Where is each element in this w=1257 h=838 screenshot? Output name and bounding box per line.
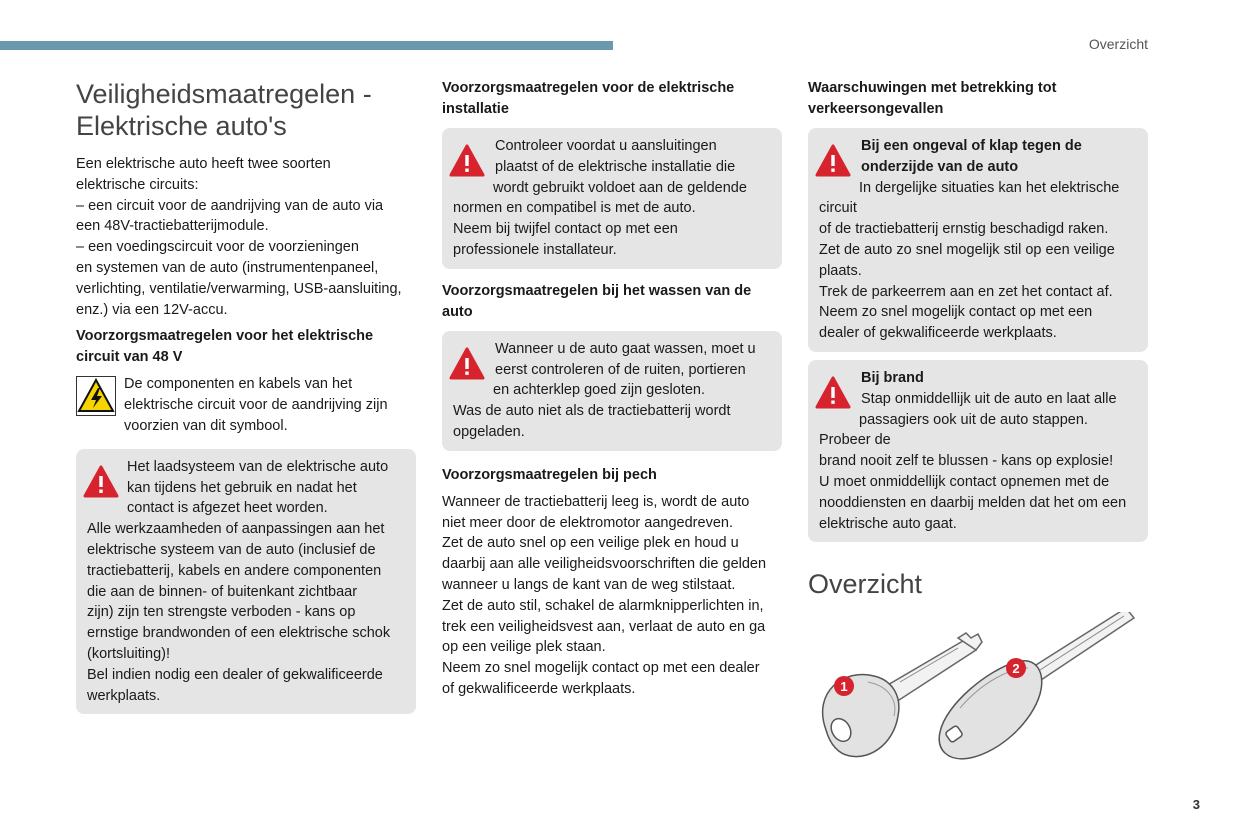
column-1 xyxy=(76,78,416,714)
breakdown-line: daarbij aan alle veiligheidsvoorschriften die gelden xyxy=(442,556,767,573)
intro-line: en systemen van de auto (instrumentenpaneel, xyxy=(76,259,379,276)
callout-2-label: 2 xyxy=(1012,661,1020,677)
key-2-icon xyxy=(939,612,1134,759)
warning-triangle-icon xyxy=(449,347,485,381)
warning-line: opgeladen. xyxy=(453,423,525,440)
column-2 xyxy=(442,78,782,700)
intro-line: enz.) via een 12V-accu. xyxy=(76,301,228,318)
warning-line: Stap onmiddellijk uit de auto en laat alle xyxy=(861,390,1117,407)
intro-paragraph xyxy=(76,154,416,320)
page-number: 3 xyxy=(1192,797,1200,812)
warning-line: U moet onmiddellijk contact opnemen met de xyxy=(819,473,1110,490)
warning-box-impact xyxy=(808,128,1148,352)
warning-line: Was de auto niet als de tractiebatterij wordt xyxy=(453,403,731,420)
page-title xyxy=(76,78,416,142)
intro-line: – een circuit voor de aandrijving van de auto via xyxy=(76,197,384,214)
section-label: Overzicht xyxy=(1088,36,1148,52)
intro-line: verlichting, ventilatie/verwarming, USB-aansluiting, xyxy=(76,280,402,297)
warning-line: zijn) zijn ten strengste verboden - kans op xyxy=(87,604,356,621)
warning-line: normen en compatibel is met de auto. xyxy=(453,200,696,217)
breakdown-line: Zet de auto stil, schakel de alarmknipperlichten in, xyxy=(442,597,764,614)
warning-box-fire xyxy=(808,360,1148,542)
intro-line: Een elektrische auto heeft twee soorten xyxy=(76,156,331,172)
warning-triangle-icon xyxy=(449,144,485,178)
symbol-text-line: De componenten en kabels van het xyxy=(124,376,353,393)
heading-48v-circuit: Voorzorgsmaatregelen voor het elektrische circuit van 48 V xyxy=(76,328,374,366)
intro-line: een 48V-tractiebatterijmodule. xyxy=(76,218,269,235)
warning-line: (kortsluiting)! xyxy=(87,645,170,662)
breakdown-line: op een veilige plek staan. xyxy=(442,639,606,656)
high-voltage-warning-icon xyxy=(76,376,116,416)
warning-line: passagiers ook uit de auto stappen. Probeer de xyxy=(819,411,1088,449)
overview-title: Overzicht xyxy=(808,569,923,600)
warning-title-line: Bij een ongeval of klap tegen de xyxy=(861,138,1082,154)
warning-line: Alle werkzaamheden of aanpassingen aan het xyxy=(87,521,385,538)
intro-line: elektrische circuits: xyxy=(76,176,199,193)
breakdown-line: Zet de auto snel op een veilige plek en houd u xyxy=(442,535,739,552)
warning-line: Zet de auto zo snel mogelijk stil op een veilige xyxy=(819,241,1115,258)
warning-line: plaatst of de elektrische installatie die xyxy=(495,158,736,175)
intro-line: – een voedingscircuit voor de voorzieningen xyxy=(76,239,359,256)
high-voltage-symbol-note xyxy=(76,374,416,436)
warning-title-line: onderzijde van de auto xyxy=(861,158,1019,175)
warning-line: wordt gebruikt voldoet aan de geldende xyxy=(493,179,747,196)
warning-triangle-icon xyxy=(815,376,851,410)
warning-box-charging-heat xyxy=(76,449,416,715)
breakdown-line: wanneer u langs de kant van de weg stilstaat. xyxy=(442,576,736,593)
warning-box-washing xyxy=(442,331,782,451)
warning-line: brand nooit zelf te blussen - kans op explosie! xyxy=(819,453,1114,470)
warning-line: eerst controleren of de ruiten, portieren xyxy=(495,361,746,378)
heading-washing: Voorzorgsmaatregelen bij het wassen van de auto xyxy=(442,282,752,320)
warning-line: kan tijdens het gebruik en nadat het xyxy=(127,479,357,496)
warning-line: die aan de binnen- of buitenkant zichtbaar xyxy=(87,583,358,600)
symbol-text-line: elektrische circuit voor de aandrijving zijn xyxy=(124,397,388,414)
page-title-line-2: Elektrische auto's xyxy=(76,111,287,141)
warning-line: nooddiensten en daarbij melden dat het om een xyxy=(819,494,1127,511)
page-title-line-1: Veiligheidsmaatregelen - xyxy=(76,79,372,109)
column-3 xyxy=(808,78,1148,782)
warning-line: professionele installateur. xyxy=(453,241,617,258)
warning-triangle-icon xyxy=(815,144,851,178)
callout-1-label: 1 xyxy=(840,679,848,695)
warning-line: elektrische auto gaat. xyxy=(819,515,957,532)
warning-line: werkplaats. xyxy=(87,687,161,704)
warning-line: elektrische systeem van de auto (inclusief de xyxy=(87,541,376,558)
heading-breakdown: Voorzorgsmaatregelen bij pech xyxy=(442,466,657,483)
warning-line: en achterklep goed zijn gesloten. xyxy=(493,382,706,399)
heading-installation: Voorzorgsmaatregelen voor de elektrische installatie xyxy=(442,80,735,117)
warning-line: Wanneer u de auto gaat wassen, moet u xyxy=(495,340,756,357)
warning-line: tractiebatterij, kabels en andere componenten xyxy=(87,562,382,579)
warning-line: ernstige brandwonden of een elektrische schok xyxy=(87,625,391,642)
warning-box-installation xyxy=(442,128,782,269)
warning-line: Controleer voordat u aansluitingen xyxy=(495,138,717,154)
heading-accidents: Waarschuwingen met betrekking tot verkeersongevallen xyxy=(808,80,1057,117)
symbol-text-line: voorzien van dit symbool. xyxy=(124,417,288,434)
warning-line: Trek de parkeerrem aan en zet het contact af. xyxy=(819,283,1113,300)
warning-line: Neem zo snel mogelijk contact op met een xyxy=(819,304,1093,321)
warning-line: Het laadsysteem van de elektrische auto xyxy=(127,458,389,475)
warning-triangle-icon xyxy=(83,465,119,499)
warning-line: In dergelijke situaties kan het elektrische circuit xyxy=(819,179,1120,217)
header-accent-bar xyxy=(0,41,613,50)
breakdown-line: niet meer door de elektromotor aangedreven. xyxy=(442,514,733,531)
breakdown-line: Neem zo snel mogelijk contact op met een dealer xyxy=(442,660,760,677)
warning-line: Neem bij twijfel contact op met een xyxy=(453,221,678,238)
warning-line: plaats. xyxy=(819,262,862,279)
warning-line: contact is afgezet heet worden. xyxy=(127,500,328,517)
warning-title-line: Bij brand xyxy=(861,369,924,386)
warning-line: Bel indien nodig een dealer of gekwalificeerde xyxy=(87,666,383,683)
breakdown-paragraph xyxy=(442,492,782,700)
breakdown-line: Wanneer de tractiebatterij leeg is, wordt de auto xyxy=(442,493,750,510)
breakdown-line: trek een veiligheidsvest aan, verlaat de auto en ga xyxy=(442,618,766,635)
warning-line: of de tractiebatterij ernstig beschadigd raken. xyxy=(819,221,1109,238)
breakdown-line: of gekwalificeerde werkplaats. xyxy=(442,680,636,697)
keys-illustration xyxy=(808,612,1148,782)
warning-line: dealer of gekwalificeerde werkplaats. xyxy=(819,325,1057,342)
